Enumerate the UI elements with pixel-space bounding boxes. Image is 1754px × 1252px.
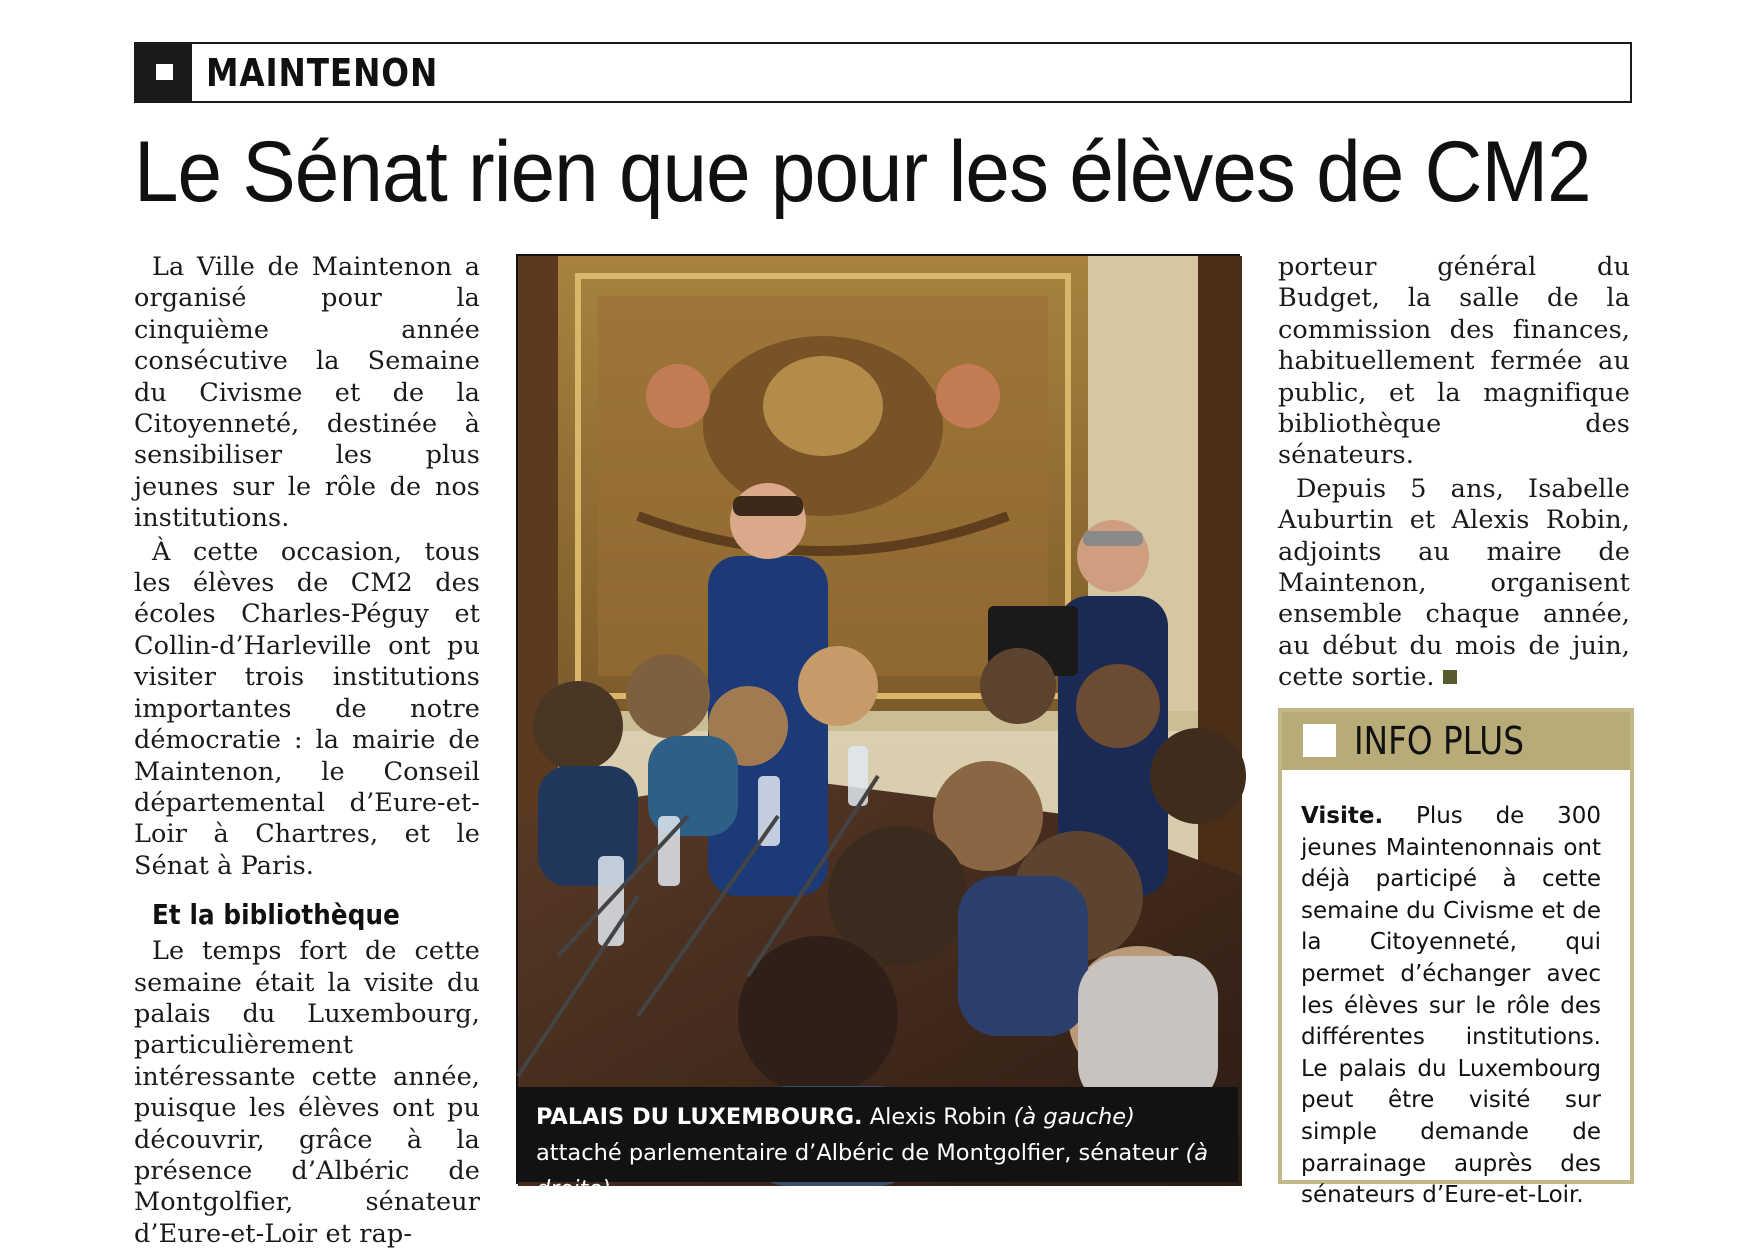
- caption-label: PALAIS DU LUXEMBOURG.: [536, 1104, 863, 1130]
- info-box-title: INFO PLUS: [1354, 719, 1524, 763]
- article-photo: [516, 254, 1240, 1202]
- info-square-icon: [1303, 724, 1336, 757]
- headline: Le Sénat rien que pour les élèves de CM2: [134, 124, 1591, 220]
- caption-italic-2: (à droite): [536, 1140, 1209, 1202]
- caption-text-1: Alexis Robin: [862, 1104, 1014, 1130]
- caption-italic-1: (à gauche): [1013, 1104, 1135, 1130]
- caption-end: .: [611, 1176, 619, 1202]
- info-box-header: [1282, 712, 1630, 770]
- section-label: MAINTENON: [206, 51, 439, 95]
- caption-text-2: attaché parlementaire d’Albéric de Montgolfier, sénateur: [536, 1140, 1186, 1166]
- continuation-paragraph: porteur général du Budget, la salle de la commission des finances, habituellement fermée au public, et la magnifique bibliothèque des sénateurs.: [1278, 252, 1630, 471]
- closing-text: Depuis 5 ans, Isabelle Auburtin et Alexis Robin, adjoints au maire de Maintenon, organisent ensemble chaque année, au début du mois de juin, cette sortie.: [1278, 473, 1630, 693]
- section-square-icon: [136, 44, 192, 101]
- info-box-body: [1301, 801, 1601, 1212]
- article-left-column: [134, 252, 480, 1252]
- info-text: Plus de 300 jeunes Maintenonnais ont déjà participé à cette semaine du Civisme et de la Citoyenneté, qui permet d’échanger avec les élèves sur le rôle des différentes institutions. Le palais du Luxembourg peut être visité sur simple demande de parrainage auprès des sénateurs d’Eure-et-Loir.: [1301, 803, 1601, 1209]
- paragraph-2: À cette occasion, tous les élèves de CM2 des écoles Charles-Péguy et Collin-d’Harleville ont pu visiter trois institutions importantes de notre démocratie : la mairie de Maintenon, le Conseil départemental d’Eure-et-Loir à Chartres, et le Sénat à Paris.: [134, 536, 480, 881]
- info-lead: Visite.: [1301, 803, 1384, 829]
- section-bar: [134, 42, 1632, 103]
- photo-caption: [518, 1087, 1238, 1202]
- subhead: Et la bibliothèque: [152, 898, 400, 932]
- article-right-column: [1278, 252, 1630, 696]
- photo-illustration: [518, 256, 1242, 1186]
- paragraph-3: Le temps fort de cette semaine était la visite du palais du Luxembourg, particulièrement intéressante cette année, puisque les élèves ont pu découvrir, grâce à la présence d’Albéric de Montgolfier, sénateur d’Eure-et-Loir et rap-: [134, 936, 480, 1249]
- section-square-inner: [156, 64, 173, 80]
- paragraph-1: La Ville de Maintenon a organisé pour la cinquième année consécutive la Semaine du Civisme et de la Citoyenneté, destinée à sensibiliser les plus jeunes sur le rôle de nos institutions.: [134, 252, 480, 534]
- closing-paragraph: [1278, 474, 1630, 694]
- info-box: [1278, 708, 1634, 1209]
- end-square-icon: [1443, 670, 1457, 684]
